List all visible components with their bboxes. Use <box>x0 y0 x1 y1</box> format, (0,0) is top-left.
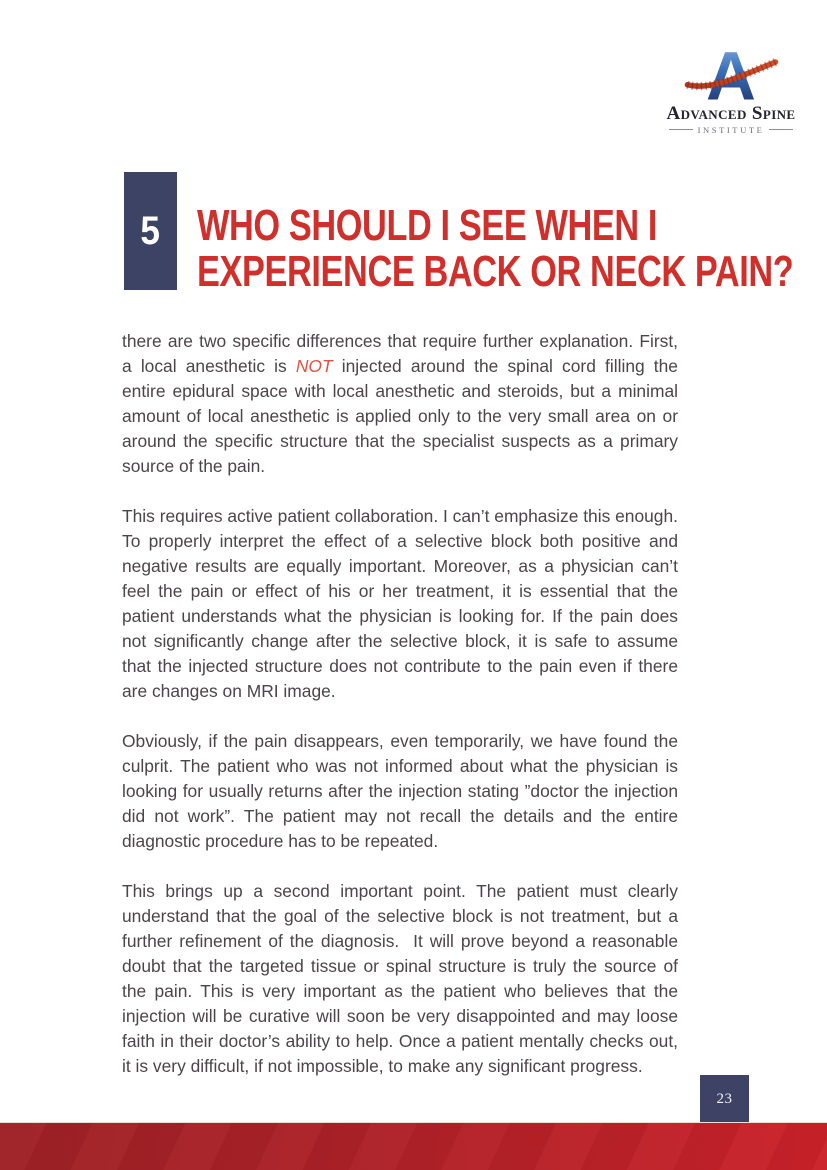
chapter-number-box <box>124 172 177 290</box>
logo-institute-label: INSTITUTE <box>697 124 765 135</box>
paragraph-1-before: there are two specific differences that require further explanation. First, a local anesthetic is <box>122 331 678 376</box>
paragraph-3: Obviously, if the pain disappears, even temporarily, we have found the culprit. The patient who was not informed about what the physician is looking for usually returns after the injection stating ”doctor the injection did not work”. The patient may not recall the details and the entire diagnostic procedure has to be repeated. <box>122 731 678 851</box>
not-emphasis: NOT <box>295 356 333 376</box>
logo-wordmark: Advanced Spine <box>666 103 796 124</box>
chapter-title <box>197 203 793 295</box>
paragraph-4: This brings up a second important point. The patient must clearly understand that the goal of the selective block is not treatment, but a further refinement of the diagnosis. It will prove beyond a reasonable doubt that the targeted tissue or spinal structure is truly the source of the pain. This is very important as the patient who believes that the injection will be curative will soon be very disappointed and may loose faith in their doctor’s ability to help. Once a patient mentally checks out, it is very difficult, if not impossible, to make any significant progress. <box>122 881 678 1076</box>
chapter-number: 5 <box>140 208 161 253</box>
advanced-spine-logo <box>664 42 798 135</box>
footer-red-bar <box>0 1122 827 1170</box>
chapter-title-line-2: EXPERIENCE BACK OR NECK PAIN? <box>197 247 794 296</box>
paragraph-2: This requires active patient collaboration. I can’t emphasize this enough. To properly interpret the effect of a selective block both positive and negative results are equally important. Moreover, as a physician can’t feel the pain or effect of his or her treatment, it is essential that the patient understands what the physician is looking for. If the pain does not significantly change after the selective block, it is safe to assume that the injected structure does not contribute to the pain even if there are changes on MRI image. <box>122 506 678 701</box>
page-number: 23 <box>716 1090 733 1107</box>
svg-text:A: A <box>706 42 756 102</box>
logo-a-spine-icon <box>681 42 781 102</box>
body-copy <box>122 329 678 1104</box>
paragraph-1 <box>122 329 678 479</box>
paragraph-1-after: injected around the spinal cord filling the entire epidural space with local anesthetic and steroids, but a minimal amount of local anesthetic is applied only to the very small area on or around the specific structure that the specialist suspects as a primary source of the pain. <box>122 356 678 476</box>
page-number-box <box>700 1075 749 1123</box>
institute-rule-right <box>769 129 793 130</box>
institute-rule-left <box>669 129 693 130</box>
chapter-title-line-1: WHO SHOULD I SEE WHEN I <box>197 201 658 250</box>
logo-institute-row <box>664 125 798 135</box>
